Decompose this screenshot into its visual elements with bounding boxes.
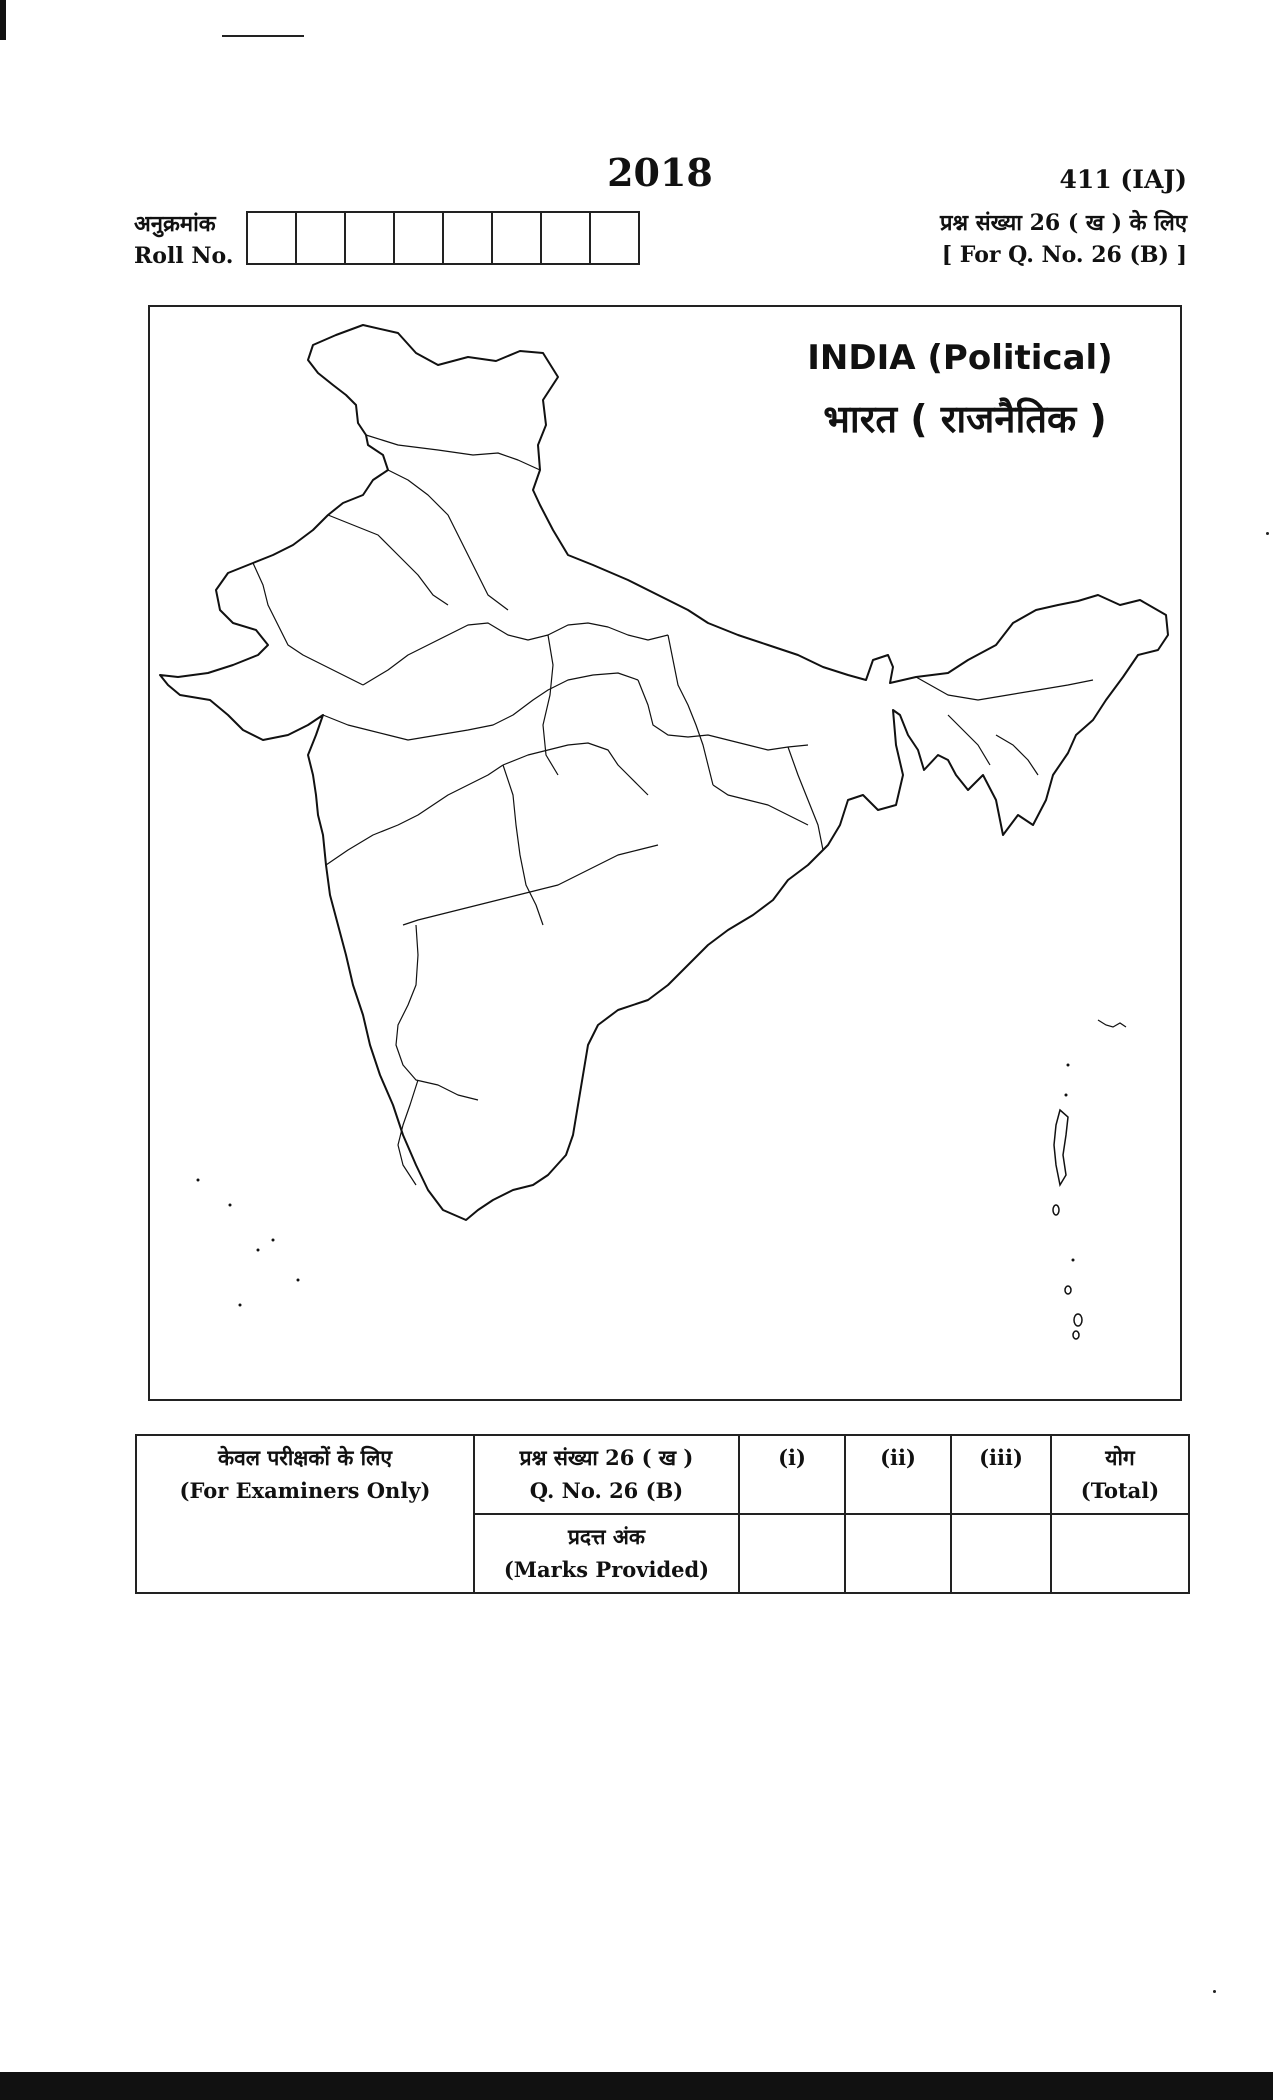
top-dash-line (222, 35, 304, 37)
lakshadweep-dots (197, 1064, 1075, 1307)
column-header-ii: (ii) (845, 1435, 951, 1514)
island (1065, 1286, 1071, 1294)
india-mainland-outline (160, 325, 1168, 1220)
scan-bottom-bar (0, 2072, 1273, 2100)
roll-digit-box[interactable] (248, 213, 297, 263)
state-boundary (543, 635, 558, 775)
question-hindi: प्रश्न संख्या 26 ( ख ) (519, 1445, 694, 1470)
state-boundary (788, 747, 823, 850)
island (1053, 1205, 1059, 1215)
state-boundary (916, 677, 1093, 700)
andaman-islands (1054, 1110, 1068, 1185)
scan-speck (1266, 532, 1269, 535)
exam-year: 2018 (607, 150, 713, 195)
state-boundary (328, 515, 448, 605)
state-boundary (398, 1080, 418, 1185)
state-boundary (326, 765, 503, 865)
marks-cell-iii[interactable] (951, 1514, 1051, 1593)
scan-speck (1213, 1990, 1216, 1993)
roll-digit-box[interactable] (395, 213, 444, 263)
examiners-english: (For Examiners Only) (179, 1477, 431, 1503)
marks-english: (Marks Provided) (503, 1556, 710, 1582)
column-header-i: (i) (739, 1435, 845, 1514)
state-boundary (713, 785, 808, 825)
roll-digit-box[interactable] (297, 213, 346, 263)
state-boundary (323, 673, 638, 740)
examiners-hindi: केवल परीक्षकों के लिए (218, 1445, 392, 1470)
map-title-english: INDIA (Political) (807, 338, 1113, 378)
table-row (136, 1435, 1189, 1514)
total-hindi: योग (1105, 1445, 1135, 1470)
roll-number-boxes[interactable] (246, 211, 640, 265)
roll-digit-box[interactable] (542, 213, 591, 263)
state-boundary (638, 680, 808, 750)
state-boundary (388, 470, 508, 610)
for-question-hindi: प्रश्न संख्या 26 ( ख ) के लिए (940, 210, 1187, 236)
island (1074, 1314, 1082, 1326)
total-header-cell (1051, 1435, 1189, 1514)
examiners-only-cell (136, 1435, 474, 1593)
paper-code: 411 (IAJ) (1059, 165, 1187, 194)
state-boundary (253, 563, 363, 685)
state-boundary (996, 735, 1038, 775)
map-title-hindi: भारत ( राजनैतिक ) (823, 397, 1107, 441)
island (1098, 1020, 1126, 1027)
roll-digit-box[interactable] (346, 213, 395, 263)
state-boundary (403, 845, 658, 925)
question-english: Q. No. 26 (B) (529, 1477, 684, 1503)
roll-label-hindi: अनुक्रमांक (134, 211, 216, 237)
marks-cell-i[interactable] (739, 1514, 845, 1593)
roll-digit-box[interactable] (493, 213, 542, 263)
india-outline-map (148, 305, 1182, 1401)
roll-digit-box[interactable] (444, 213, 493, 263)
state-boundary (668, 635, 713, 785)
island (1073, 1331, 1079, 1339)
question-number-cell (474, 1435, 739, 1514)
marks-cell-total[interactable] (1051, 1514, 1189, 1593)
scan-corner-mark (0, 0, 6, 40)
examiners-marks-table (135, 1434, 1190, 1594)
marks-cell-ii[interactable] (845, 1514, 951, 1593)
total-english: (Total) (1080, 1477, 1160, 1503)
marks-provided-cell (474, 1514, 739, 1593)
state-boundary (366, 435, 540, 470)
column-header-iii: (iii) (951, 1435, 1051, 1514)
islands (1053, 1020, 1126, 1339)
for-question-english: [ For Q. No. 26 (B) ] (941, 242, 1187, 268)
roll-label-english: Roll No. (134, 243, 234, 269)
roll-digit-box[interactable] (591, 213, 640, 263)
state-boundary (503, 743, 648, 795)
marks-hindi: प्रदत्त अंक (567, 1524, 646, 1550)
state-boundary (948, 715, 990, 765)
state-boundary (396, 925, 478, 1100)
state-boundary (503, 765, 543, 925)
state-boundary (363, 623, 668, 685)
